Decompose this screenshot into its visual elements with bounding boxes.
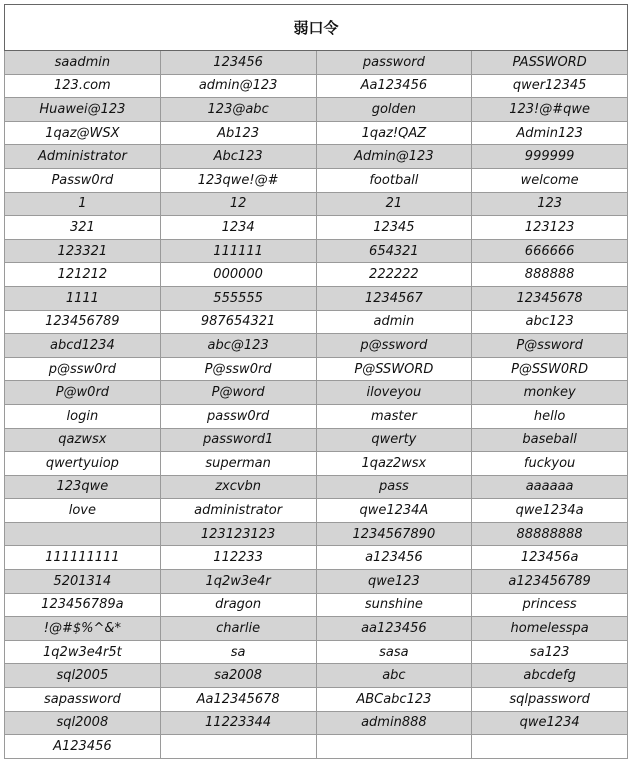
table-cell: Aa12345678 <box>160 688 316 712</box>
table-row <box>5 593 628 617</box>
table-cell: 654321 <box>316 239 472 263</box>
table-cell: 1234567890 <box>316 522 472 546</box>
table-cell: qwerty <box>316 428 472 452</box>
table-cell: qwe1234a <box>472 499 628 523</box>
table-cell: 123qwe!@# <box>160 168 316 192</box>
table-cell: sasa <box>316 640 472 664</box>
table-row <box>5 522 628 546</box>
table-cell: 1111 <box>5 286 161 310</box>
table-row <box>5 121 628 145</box>
table-row <box>5 688 628 712</box>
table-cell: love <box>5 499 161 523</box>
table-row <box>5 145 628 169</box>
table-cell <box>472 735 628 759</box>
table-cell: login <box>5 404 161 428</box>
table-row <box>5 334 628 358</box>
table-row <box>5 310 628 334</box>
table-cell: 1qaz!QAZ <box>316 121 472 145</box>
table-cell: Admin123 <box>472 121 628 145</box>
table-cell: 88888888 <box>472 522 628 546</box>
table-cell: 123456789 <box>5 310 161 334</box>
table-cell: 12345678 <box>472 286 628 310</box>
table-cell: P@ssword <box>472 334 628 358</box>
table-cell: 123123 <box>472 216 628 240</box>
table-cell: Admin@123 <box>316 145 472 169</box>
table-row <box>5 664 628 688</box>
table-cell: 1 <box>5 192 161 216</box>
table-cell: ABCabc123 <box>316 688 472 712</box>
table-cell: dragon <box>160 593 316 617</box>
table-cell: abcd1234 <box>5 334 161 358</box>
table-cell: sunshine <box>316 593 472 617</box>
table-cell: password <box>316 51 472 75</box>
table-cell: sa2008 <box>160 664 316 688</box>
table-cell: 123123123 <box>160 522 316 546</box>
table-cell: 555555 <box>160 286 316 310</box>
table-row <box>5 239 628 263</box>
table-cell: Administrator <box>5 145 161 169</box>
table-cell: a123456789 <box>472 570 628 594</box>
table-cell: 888888 <box>472 263 628 287</box>
table-cell: 12345 <box>316 216 472 240</box>
table-row <box>5 570 628 594</box>
table-row <box>5 192 628 216</box>
table-cell: passw0rd <box>160 404 316 428</box>
table-cell: 123qwe <box>5 475 161 499</box>
table-cell: homelesspa <box>472 617 628 641</box>
table-row <box>5 51 628 75</box>
table-cell: A123456 <box>5 735 161 759</box>
table-cell: charlie <box>160 617 316 641</box>
table-cell: 123321 <box>5 239 161 263</box>
table-cell: sapassword <box>5 688 161 712</box>
table-cell: hello <box>472 404 628 428</box>
table-cell: P@SSW0RD <box>472 357 628 381</box>
table-row <box>5 617 628 641</box>
table-row <box>5 452 628 476</box>
table-cell: admin888 <box>316 711 472 735</box>
table-cell: 000000 <box>160 263 316 287</box>
table-body <box>5 51 628 759</box>
table-cell: 11223344 <box>160 711 316 735</box>
table-cell: football <box>316 168 472 192</box>
table-cell: sqlpassword <box>472 688 628 712</box>
table-cell: princess <box>472 593 628 617</box>
table-row <box>5 263 628 287</box>
table-row <box>5 74 628 98</box>
table-cell: baseball <box>472 428 628 452</box>
table-cell: master <box>316 404 472 428</box>
table-cell: golden <box>316 98 472 122</box>
table-cell: 123@abc <box>160 98 316 122</box>
table-cell: iloveyou <box>316 381 472 405</box>
table-cell: 21 <box>316 192 472 216</box>
table-cell: a123456 <box>316 546 472 570</box>
table-cell: P@w0rd <box>5 381 161 405</box>
table-cell: P@ssw0rd <box>160 357 316 381</box>
table-cell: qwe1234A <box>316 499 472 523</box>
table-row <box>5 216 628 240</box>
table-cell: saadmin <box>5 51 161 75</box>
table-cell <box>160 735 316 759</box>
table-cell: 1qaz2wsx <box>316 452 472 476</box>
table-cell: admin@123 <box>160 74 316 98</box>
table-row <box>5 357 628 381</box>
table-cell: fuckyou <box>472 452 628 476</box>
table-row <box>5 640 628 664</box>
table-cell: zxcvbn <box>160 475 316 499</box>
table-row <box>5 404 628 428</box>
weak-password-table <box>4 4 628 759</box>
table-row <box>5 286 628 310</box>
table-cell: P@SSWORD <box>316 357 472 381</box>
table-cell: 1q2w3e4r <box>160 570 316 594</box>
table-cell: qwe123 <box>316 570 472 594</box>
table-title: 弱口令 <box>5 5 628 51</box>
table-cell: 987654321 <box>160 310 316 334</box>
table-cell: 1234567 <box>316 286 472 310</box>
table-cell: p@ssw0rd <box>5 357 161 381</box>
table-cell: Huawei@123 <box>5 98 161 122</box>
weak-password-table-container <box>4 4 628 759</box>
table-cell: abcdefg <box>472 664 628 688</box>
table-cell: abc123 <box>472 310 628 334</box>
table-cell: sa123 <box>472 640 628 664</box>
table-cell: 12 <box>160 192 316 216</box>
table-cell: sa <box>160 640 316 664</box>
table-cell: p@ssword <box>316 334 472 358</box>
table-cell: 321 <box>5 216 161 240</box>
table-cell: 111111 <box>160 239 316 263</box>
table-cell: 111111111 <box>5 546 161 570</box>
table-cell: 1234 <box>160 216 316 240</box>
table-cell: 123!@#qwe <box>472 98 628 122</box>
table-cell: Aa123456 <box>316 74 472 98</box>
table-header-row <box>5 5 628 51</box>
table-cell: 666666 <box>472 239 628 263</box>
table-cell <box>316 735 472 759</box>
table-cell: 5201314 <box>5 570 161 594</box>
table-cell: 123456a <box>472 546 628 570</box>
table-cell: sql2008 <box>5 711 161 735</box>
table-row <box>5 475 628 499</box>
table-cell: Abc123 <box>160 145 316 169</box>
table-cell: qwer12345 <box>472 74 628 98</box>
table-cell: qazwsx <box>5 428 161 452</box>
table-cell: aaaaaa <box>472 475 628 499</box>
table-cell: 1qaz@WSX <box>5 121 161 145</box>
table-cell: sql2005 <box>5 664 161 688</box>
table-cell: 123 <box>472 192 628 216</box>
table-row <box>5 98 628 122</box>
table-cell: 222222 <box>316 263 472 287</box>
table-cell: abc <box>316 664 472 688</box>
table-cell: administrator <box>160 499 316 523</box>
table-cell: 121212 <box>5 263 161 287</box>
table-cell: qwertyuiop <box>5 452 161 476</box>
table-cell: 112233 <box>160 546 316 570</box>
table-cell: password1 <box>160 428 316 452</box>
table-cell: aa123456 <box>316 617 472 641</box>
table-cell: monkey <box>472 381 628 405</box>
table-row <box>5 546 628 570</box>
table-cell: welcome <box>472 168 628 192</box>
table-row <box>5 381 628 405</box>
table-cell: abc@123 <box>160 334 316 358</box>
table-row <box>5 428 628 452</box>
table-cell: P@word <box>160 381 316 405</box>
table-row <box>5 711 628 735</box>
table-cell: Ab123 <box>160 121 316 145</box>
table-cell: 123456789a <box>5 593 161 617</box>
table-cell: 123456 <box>160 51 316 75</box>
table-cell: superman <box>160 452 316 476</box>
table-cell: 999999 <box>472 145 628 169</box>
table-row <box>5 168 628 192</box>
table-row <box>5 735 628 759</box>
table-cell: Passw0rd <box>5 168 161 192</box>
table-cell: admin <box>316 310 472 334</box>
table-cell: !@#$%^&* <box>5 617 161 641</box>
table-cell <box>5 522 161 546</box>
table-cell: pass <box>316 475 472 499</box>
table-cell: 1q2w3e4r5t <box>5 640 161 664</box>
table-cell: 123.com <box>5 74 161 98</box>
table-cell: qwe1234 <box>472 711 628 735</box>
table-row <box>5 499 628 523</box>
table-cell: PASSWORD <box>472 51 628 75</box>
